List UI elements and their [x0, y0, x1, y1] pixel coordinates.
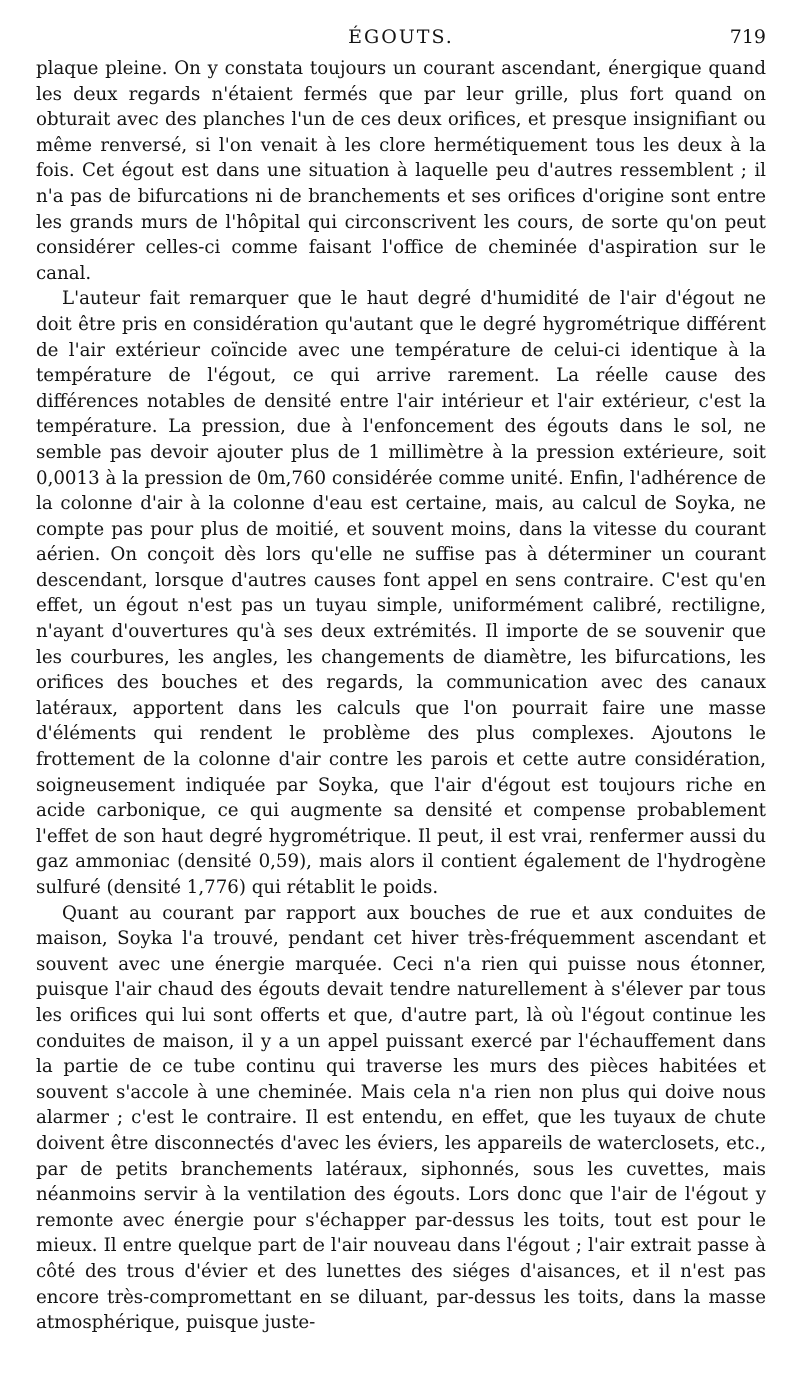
paragraph-street-openings: Quant au courant par rapport aux bouches de rue et aux conduites de maison, Soyka l'a trouvé, pendant cet hiver très-fréquemment ascendant et souvent avec une énergie marquée. Ceci n'a rien qui puisse nous étonner, puisque l'air chaud des égouts devait tendre naturellement à s'élever par tous les orifices qui lui sont offerts et que, d'autre part, là où l'égout continue les conduites de maison, il y a un appel puissant exercé par l'échauffement dans la partie de ce tube continu qui traverse les murs des pièces habitées et souvent s'accole à une cheminée. Mais cela n'a rien non plus qui doive nous alarmer ; c'est le contraire. Il est entendu, en effet, que les tuyaux de chute doivent être disconnectés d'avec les éviers, les appareils de waterclosets, etc., par de petits branchements latéraux, siphonnés, sous les cuvettes, mais néanmoins servir à la ventilation des égouts. Lors donc que l'air de l'égout y remonte avec énergie pour s'échapper par-dessus les toits, tout est pour le mieux. Il entre quelque part de l'air nouveau dans l'égout ; l'air extrait passe à côté des trous d'évier et des lunettes des siéges d'aisances, et il n'est pas encore très-compromettant en se diluant, par-dessus les toits, dans la masse atmosphérique, puisque juste- [36, 902, 766, 1334]
page-body [36, 56, 766, 1366]
paragraph-continued: plaque pleine. On y constata toujours un courant ascendant, énergique quand les deux regards n'étaient fermés que par leur grille, plus fort quand on obturait avec des planches l'un de ces deux orifices, et presque insignifiant ou même renversé, si l'on venait à les clore hermétiquement tous les deux à la fois. Cet égout est dans une situation à laquelle peu d'autres ressemblent ; il n'a pas de bifurcations ni de branchements et ses orifices d'origine sont entre les grands murs de l'hôpital qui circonscrivent les cours, de sorte qu'on peut considérer celles-ci comme faisant l'office de cheminée d'aspiration sur le canal. [36, 58, 766, 284]
page-number: 719 [729, 26, 766, 48]
paragraph-author-remarks: L'auteur fait remarquer que le haut degré d'humidité de l'air d'égout ne doit être pris en considération qu'autant que le degré hygrométrique différent de l'air extérieur coïncide avec une température de celui-ci identique à la température de l'égout, ce qui arrive rarement. La réelle cause des différences notables de densité entre l'air intérieur et l'air extérieur, c'est la température. La pression, due à l'enfoncement des égouts dans le sol, ne semble pas devoir ajouter plus de 1 millimètre à la pression extérieure, soit 0,0013 à la pression de 0m,760 considérée comme unité. Enfin, l'adhérence de la colonne d'air à la colonne d'eau est certaine, mais, au calcul de Soyka, ne compte pas pour plus de moitié, et souvent moins, dans la vitesse du courant aérien. On conçoit dès lors qu'elle ne suffise pas à déterminer un courant descendant, lorsque d'autres causes font appel en sens contraire. C'est qu'en effet, un égout n'est pas un tuyau simple, uniformément calibré, rectiligne, n'ayant d'ouvertures qu'à ses deux extrémités. Il importe de se souvenir que les courbures, les angles, les changements de diamètre, les bifurcations, les orifices des bouches et des regards, la communication avec des canaux latéraux, apportent dans les calculs que l'on pourrait faire une masse d'éléments qui rendent le problème des plus complexes. Ajoutons le frottement de la colonne d'air contre les parois et cette autre considération, soigneusement indiquée par Soyka, que l'air d'égout est toujours riche en acide carbonique, ce qui augmente sa densité et compense probablement l'effet de son haut degré hygrométrique. Il peut, il est vrai, renfermer aussi du gaz ammoniac (densité 0,59), mais alors il contient également de l'hydrogène sulfuré (densité 1,776) qui rétablit le poids. [36, 288, 766, 898]
running-title: ÉGOUTS. [348, 26, 454, 48]
page-header [36, 22, 766, 52]
